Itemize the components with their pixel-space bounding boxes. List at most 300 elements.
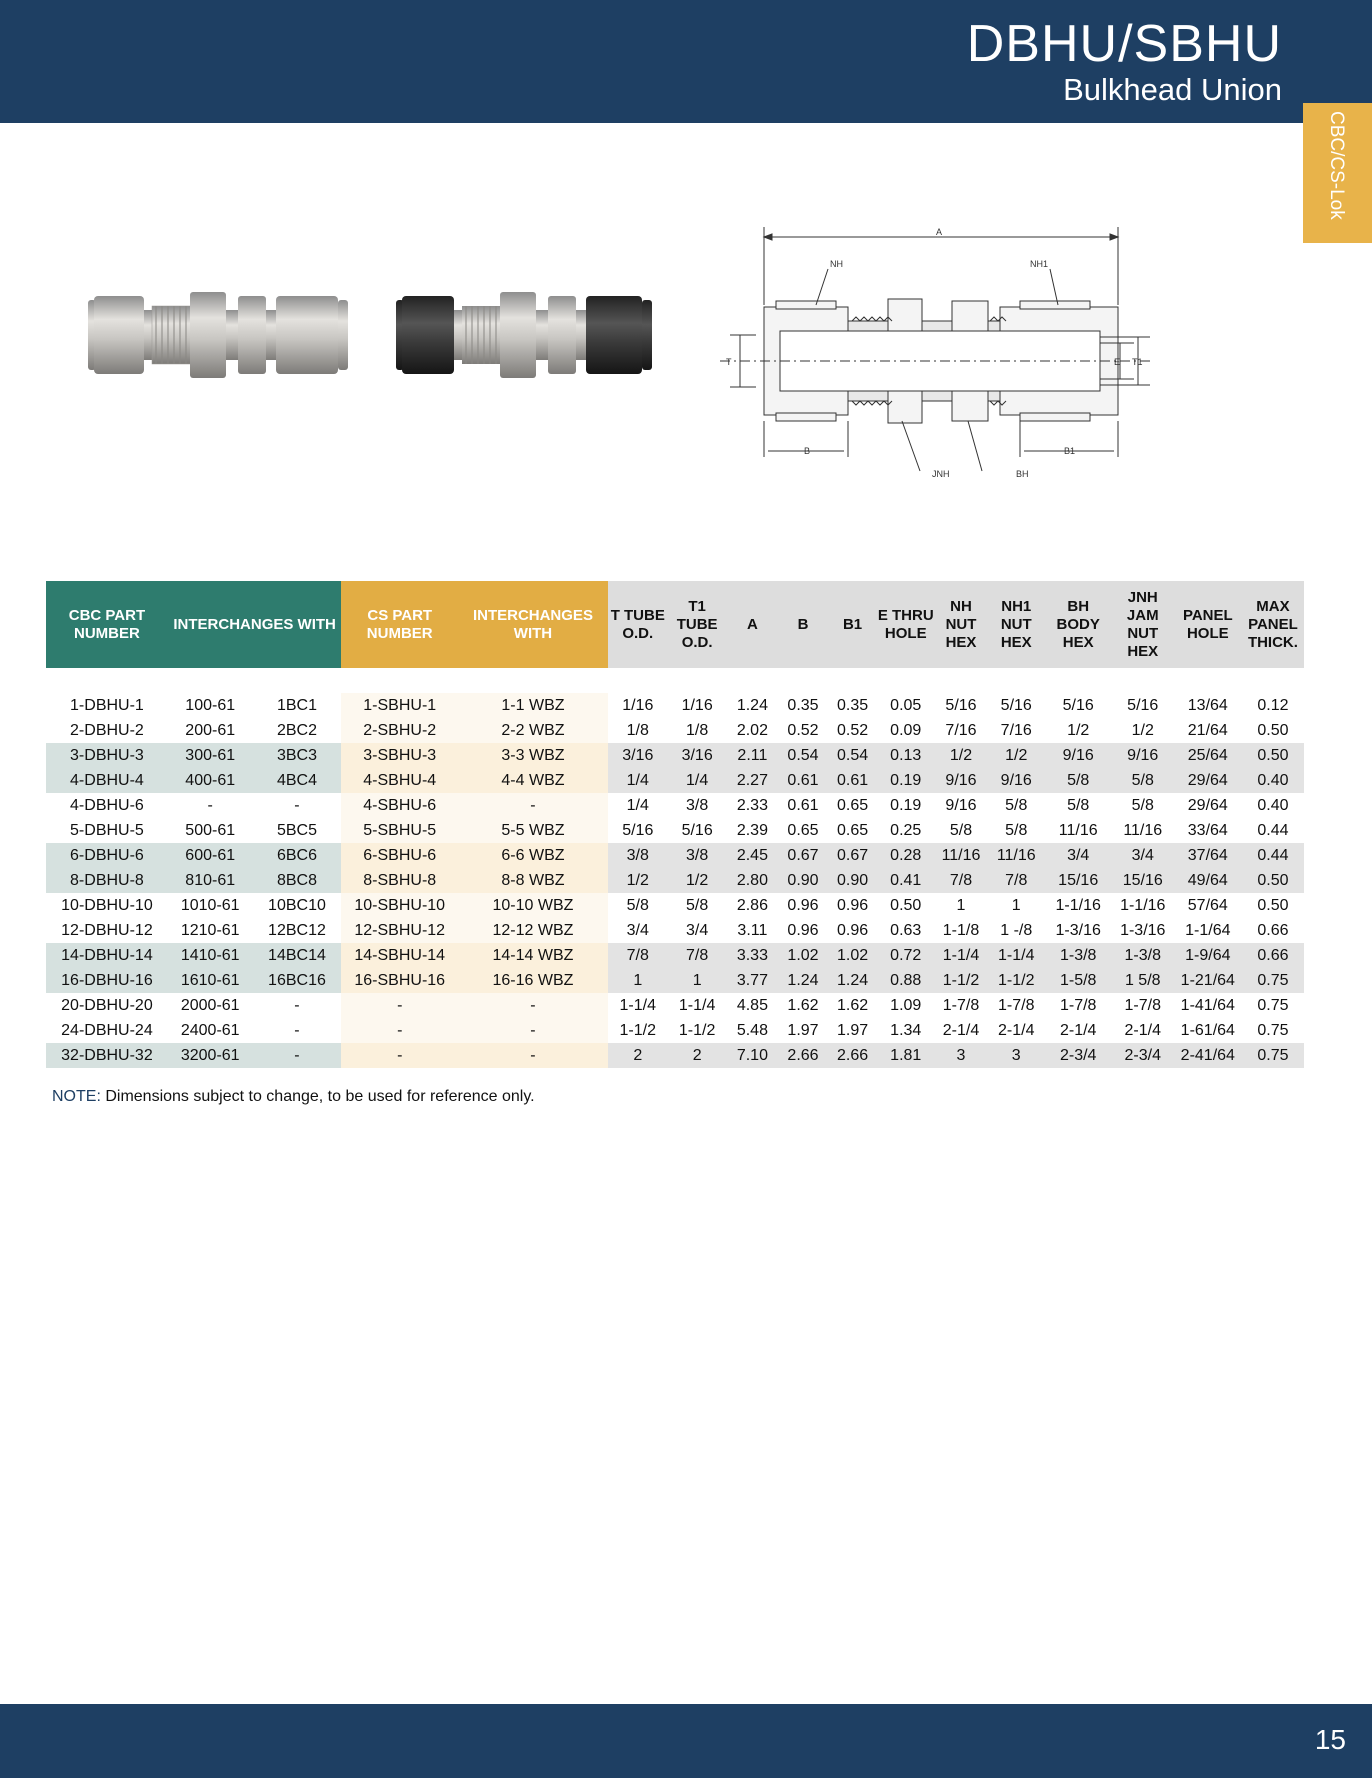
table-cell: 8-8 WBZ [458, 868, 608, 893]
table-cell: 7/8 [988, 868, 1045, 893]
table-row [46, 893, 1304, 918]
table-cell: 3BC3 [253, 743, 342, 768]
table-cell: 0.90 [778, 868, 828, 893]
table-cell: 1.34 [890, 1021, 922, 1039]
table-cell: 1 [608, 968, 668, 993]
table-cell: - [341, 993, 458, 1018]
table-cell: 2-1/4 [1124, 1021, 1161, 1039]
table-row [46, 768, 1304, 793]
table-cell: 2 [668, 1043, 727, 1068]
table-cell: 1.24 [778, 968, 828, 993]
table-cell: 4-DBHU-6 [70, 796, 144, 814]
page-number: 15 [1314, 1724, 1346, 1755]
table-cell: 7/8 [608, 943, 668, 968]
table-cell: 0.19 [877, 768, 934, 793]
table-cell: 11/16 [934, 843, 988, 868]
table-cell: 2BC2 [276, 721, 317, 739]
table-cell: - [458, 1018, 608, 1043]
footer-bar [0, 1704, 1372, 1778]
table-cell: 1.62 [787, 996, 819, 1014]
table-row [46, 718, 1304, 743]
table-cell: 0.90 [828, 868, 878, 893]
table-cell: - [253, 1043, 342, 1068]
table-cell: 1-1/4 [619, 996, 656, 1014]
table-cell: 37/64 [1174, 843, 1242, 868]
table-cell: 0.44 [1257, 821, 1289, 839]
header-bar [0, 0, 1372, 123]
table-cell: 5/8 [1005, 821, 1028, 839]
table-cell: 0.66 [1257, 921, 1289, 939]
table-cell: 9/16 [1112, 743, 1174, 768]
table-cell: 0.28 [877, 843, 934, 868]
table-cell: 11/16 [988, 843, 1045, 868]
table-cell: 10BC10 [268, 896, 326, 914]
table-cell: 15/16 [1045, 868, 1112, 893]
table-cell: 0.50 [1257, 896, 1289, 914]
table-cell: 3/4 [686, 921, 709, 939]
table-cell: 1.09 [890, 996, 922, 1014]
table-cell: 0.65 [836, 796, 869, 814]
col-cbc-part: CBC PART NUMBER [46, 581, 168, 668]
table-cell: 0.66 [1242, 943, 1304, 968]
table-row [46, 993, 1304, 1018]
table-cell: 3/4 [626, 921, 649, 939]
table-cell: 5/16 [1000, 696, 1032, 714]
table-cell: 1/4 [608, 768, 668, 793]
col-panel-hole: PANEL HOLE [1174, 581, 1242, 668]
table-cell: 14-SBHU-14 [341, 943, 458, 968]
table-cell: 3-DBHU-3 [46, 743, 168, 768]
table-cell: 1 5/8 [1112, 968, 1174, 993]
table-cell: 1 [1011, 896, 1021, 914]
table-cell: 1-1/16 [1055, 896, 1101, 914]
table-cell: 0.44 [1242, 843, 1304, 868]
table-cell: 1-7/8 [1059, 996, 1097, 1014]
table-cell: 5/16 [1062, 696, 1094, 714]
table-cell: 12BC12 [268, 921, 326, 939]
table-cell: - [458, 993, 608, 1018]
table-cell: 0.65 [836, 821, 869, 839]
footnote [52, 1088, 535, 1106]
table-row [46, 818, 1304, 843]
table-cell: 16-SBHU-16 [341, 968, 458, 993]
table-cell: 2 [608, 1043, 668, 1068]
dimension-table [46, 581, 1304, 1068]
table-cell: 3/8 [608, 843, 668, 868]
table-cell: 1.97 [836, 1021, 869, 1039]
table-cell: 0.63 [890, 921, 922, 939]
table-cell: 500-61 [185, 821, 236, 839]
dim-t1-label: T1 [1132, 357, 1143, 367]
table-cell: 5/8 [1067, 796, 1090, 814]
table-cell: 20-DBHU-20 [61, 996, 153, 1014]
table-cell: 10-SBHU-10 [341, 893, 458, 918]
table-cell: - [294, 796, 300, 814]
table-cell: 0.61 [787, 796, 819, 814]
table-cell: 4-4 WBZ [458, 768, 608, 793]
table-cell: 1.81 [877, 1043, 934, 1068]
table-cell: 14BC14 [253, 943, 342, 968]
table-cell: 2.39 [736, 821, 768, 839]
table-cell: 3-SBHU-3 [341, 743, 458, 768]
table-cell: 1-3/8 [1045, 943, 1112, 968]
table-cell: 5-SBHU-5 [341, 818, 458, 843]
table-cell: 0.09 [890, 721, 922, 739]
table-cell: 0.88 [877, 968, 934, 993]
table-row [46, 868, 1304, 893]
table-cell: 1-1/64 [1185, 921, 1231, 939]
table-cell: 2.80 [727, 868, 779, 893]
table-cell: 2.45 [727, 843, 779, 868]
col-e: E THRU HOLE [877, 581, 934, 668]
table-cell: 3.33 [727, 943, 779, 968]
table-cell: 0.25 [890, 821, 922, 839]
table-cell: 1-1/2 [988, 968, 1045, 993]
table-cell: 1/4 [626, 796, 649, 814]
table-cell: 7/16 [1000, 721, 1032, 739]
table-cell: 0.61 [778, 768, 828, 793]
table-cell: 2400-61 [180, 1021, 240, 1039]
table-cell: 0.05 [890, 696, 922, 714]
table-cell: 4-DBHU-4 [46, 768, 168, 793]
table-cell: 1BC1 [276, 696, 317, 714]
table-cell: 1-3/8 [1112, 943, 1174, 968]
stainless-union-photo [86, 286, 352, 386]
table-cell: 1/8 [686, 721, 709, 739]
table-cell: 2.66 [828, 1043, 878, 1068]
table-cell: 1-1/2 [619, 1021, 656, 1039]
table-cell: 1-1/16 [1120, 896, 1166, 914]
table-cell: - [341, 1018, 458, 1043]
table-cell: 3-3 WBZ [458, 743, 608, 768]
table-cell: 1-DBHU-1 [70, 696, 144, 714]
table-cell: 10-10 WBZ [458, 893, 608, 918]
table-cell: 1010-61 [180, 896, 240, 914]
table-cell: 0.40 [1257, 796, 1289, 814]
table-cell: 15/16 [1112, 868, 1174, 893]
table-cell: 0.75 [1257, 996, 1289, 1014]
table-cell: 0.35 [787, 696, 819, 714]
section-tab-label: CBC/CS-Lok [1326, 111, 1347, 220]
table-cell: 3/8 [668, 843, 727, 868]
table-cell: 1.24 [828, 968, 878, 993]
col-nh1: NH1 NUT HEX [988, 581, 1045, 668]
table-cell: 16-16 WBZ [458, 968, 608, 993]
table-row [46, 943, 1304, 968]
table-cell: 2.33 [736, 796, 768, 814]
table-cell: 0.67 [778, 843, 828, 868]
table-row [46, 968, 1304, 993]
table-cell: 2-41/64 [1174, 1043, 1242, 1068]
table-cell: 5/8 [626, 896, 649, 914]
dim-b1-label: B1 [1064, 446, 1076, 456]
table-cell: 0.96 [787, 921, 819, 939]
table-cell: 2.66 [778, 1043, 828, 1068]
table-cell: 29/64 [1174, 768, 1242, 793]
table-cell: 0.50 [1242, 743, 1304, 768]
table-cell: 8-DBHU-8 [46, 868, 168, 893]
table-cell: 13/64 [1187, 696, 1228, 714]
table-cell: 0.65 [787, 821, 819, 839]
table-row [46, 743, 1304, 768]
table-cell: 9/16 [988, 768, 1045, 793]
table-cell: 1.62 [836, 996, 869, 1014]
table-row [46, 843, 1304, 868]
table-cell: 1.97 [787, 1021, 819, 1039]
dim-e-label: E [1114, 357, 1121, 367]
table-cell: 0.54 [778, 743, 828, 768]
table-cell: 10-DBHU-10 [61, 896, 153, 914]
table-cell: 5/8 [949, 821, 973, 839]
dim-nh1-label: NH1 [1030, 259, 1049, 269]
table-cell: - [458, 1043, 608, 1068]
table-cell: 8-SBHU-8 [341, 868, 458, 893]
note-text: Dimensions subject to change, to be used for reference only. [100, 1088, 535, 1105]
page-subtitle: Bulkhead Union [1063, 72, 1282, 107]
col-bh: BH BODY HEX [1045, 581, 1112, 668]
table-cell: 3 [934, 1043, 988, 1068]
table-cell: 1-3/16 [1055, 921, 1101, 939]
table-row [46, 1018, 1304, 1043]
table-cell: 1-41/64 [1180, 996, 1235, 1014]
table-cell: 0.52 [787, 721, 819, 739]
table-cell: 12-12 WBZ [458, 918, 608, 943]
col-t: T TUBE O.D. [608, 581, 668, 668]
table-cell: 3/8 [686, 796, 709, 814]
table-cell: 3/4 [1112, 843, 1174, 868]
table-cell: 1.02 [778, 943, 828, 968]
table-row [46, 918, 1304, 943]
table-cell: 7/8 [934, 868, 988, 893]
table-cell: 2-1/4 [1059, 1021, 1097, 1039]
table-cell: 2.02 [736, 721, 768, 739]
table-cell: 9/16 [934, 768, 988, 793]
dim-nh-label: NH [830, 259, 843, 269]
table-cell: 5/16 [622, 821, 654, 839]
table-cell: 5/8 [1005, 796, 1028, 814]
table-cell: 1-61/64 [1180, 1021, 1235, 1039]
table-cell: 0.50 [1242, 868, 1304, 893]
table-cell: 0.52 [836, 721, 869, 739]
table-cell: 5/8 [1045, 768, 1112, 793]
table-cell: 0.96 [836, 896, 869, 914]
table-cell: 12-DBHU-12 [61, 921, 153, 939]
table-cell: 2-DBHU-2 [70, 721, 144, 739]
table-cell: 7/16 [945, 721, 977, 739]
table-cell: 0.54 [828, 743, 878, 768]
table-cell: 16-DBHU-16 [46, 968, 168, 993]
table-cell: 0.50 [1257, 721, 1289, 739]
table-cell: 57/64 [1187, 896, 1228, 914]
table-cell: 5/16 [681, 821, 713, 839]
table-cell: - [294, 996, 300, 1014]
table-cell: 0.35 [836, 696, 869, 714]
table-cell: 1/4 [668, 768, 727, 793]
table-cell: 29/64 [1187, 796, 1228, 814]
table-cell: 2.11 [727, 743, 779, 768]
table-cell: 1 -/8 [1000, 921, 1033, 939]
table-cell: 1-7/8 [1124, 996, 1161, 1014]
table-cell: 3/16 [668, 743, 727, 768]
table-cell: 300-61 [168, 743, 253, 768]
table-cell: 6BC6 [253, 843, 342, 868]
table-cell: 3.77 [727, 968, 779, 993]
table-cell: 4-SBHU-6 [341, 793, 458, 818]
col-a: A [727, 581, 779, 668]
table-cell: 1-5/8 [1045, 968, 1112, 993]
table-cell: 2-2 WBZ [458, 718, 608, 743]
table-row [46, 693, 1304, 718]
table-cell: 1/2 [668, 868, 727, 893]
table-cell: 3/16 [608, 743, 668, 768]
table-cell: 600-61 [168, 843, 253, 868]
table-cell: 1/2 [1067, 721, 1090, 739]
table-cell: 1/2 [1131, 721, 1154, 739]
table-cell: 100-61 [185, 696, 236, 714]
section-tab[interactable] [1303, 103, 1372, 243]
table-cell: 0.75 [1242, 1043, 1304, 1068]
table-cell: 0.72 [877, 943, 934, 968]
table-cell: 1-7/8 [998, 996, 1035, 1014]
table-cell: 200-61 [185, 721, 236, 739]
table-cell: 2-1/4 [942, 1021, 980, 1039]
table-cell: - [458, 793, 608, 818]
table-cell: 0.19 [890, 796, 922, 814]
table-cell: 3/4 [1045, 843, 1112, 868]
table-cell: 2-SBHU-2 [341, 718, 458, 743]
col-t1: T1 TUBE O.D. [668, 581, 727, 668]
table-cell: 0.96 [787, 896, 819, 914]
table-cell: 1/2 [934, 743, 988, 768]
table-cell: 0.75 [1242, 968, 1304, 993]
table-cell: 2000-61 [180, 996, 240, 1014]
col-cs-part: CS PART NUMBER [341, 581, 458, 668]
table-cell: 1-1 WBZ [458, 693, 608, 718]
table-cell: 0.67 [828, 843, 878, 868]
table-cell: 1-3/16 [1120, 921, 1166, 939]
table-cell: 1.24 [736, 696, 768, 714]
table-cell: 7/8 [668, 943, 727, 968]
table-cell: 6-DBHU-6 [46, 843, 168, 868]
table-cell: 33/64 [1187, 821, 1228, 839]
table-cell: 1-1/2 [678, 1021, 716, 1039]
table-cell: - [341, 1043, 458, 1068]
col-jnh: JNH JAM NUT HEX [1112, 581, 1174, 668]
page-title: DBHU/SBHU [966, 15, 1282, 73]
table-cell: 14-DBHU-14 [46, 943, 168, 968]
table-cell: 2.27 [727, 768, 779, 793]
table-cell: 24-DBHU-24 [61, 1021, 153, 1039]
table-row [46, 793, 1304, 818]
table-cell: 4-SBHU-4 [341, 768, 458, 793]
col-cbc-interchanges: INTERCHANGES WITH [168, 581, 342, 668]
table-cell: 1-7/8 [942, 996, 980, 1014]
table-cell: 2-3/4 [1045, 1043, 1112, 1068]
table-cell: - [294, 1021, 300, 1039]
dim-bh-label: BH [1016, 469, 1029, 479]
table-cell: 810-61 [168, 868, 253, 893]
table-cell: 11/16 [1058, 821, 1098, 839]
table-cell: 1-1/8 [942, 921, 980, 939]
table-cell: 4BC4 [253, 768, 342, 793]
table-cell: 25/64 [1174, 743, 1242, 768]
table-cell: 1410-61 [168, 943, 253, 968]
table-cell: 0.61 [828, 768, 878, 793]
dim-b-label: B [804, 446, 811, 456]
table-cell: 1 [668, 968, 727, 993]
table-cell: 5-5 WBZ [458, 818, 608, 843]
table-cell: 0.96 [836, 921, 869, 939]
table-cell: 14-14 WBZ [458, 943, 608, 968]
table-cell: - [207, 796, 213, 814]
dim-a-label: A [936, 227, 943, 237]
table-cell: 4.85 [736, 996, 768, 1014]
table-cell: 1-1/4 [988, 943, 1045, 968]
table-cell: 0.12 [1257, 696, 1289, 714]
dim-t-label: T [726, 357, 732, 367]
table-cell: 1/8 [626, 721, 649, 739]
table-cell: 6-6 WBZ [458, 843, 608, 868]
table-cell: 49/64 [1174, 868, 1242, 893]
table-cell: 12-SBHU-12 [341, 918, 458, 943]
table-cell: 5/16 [1127, 696, 1159, 714]
table-cell: 5/8 [1112, 768, 1174, 793]
coated-union-photo [394, 286, 656, 386]
col-b1: B1 [828, 581, 878, 668]
technical-drawing [720, 225, 1150, 485]
table-cell: 1-1/2 [934, 968, 988, 993]
table-cell: 16BC16 [253, 968, 342, 993]
table-cell: 0.40 [1242, 768, 1304, 793]
table-cell: 1-21/64 [1174, 968, 1242, 993]
table-cell: 1610-61 [168, 968, 253, 993]
col-b: B [778, 581, 828, 668]
col-max-panel: MAX PANEL THICK. [1242, 581, 1304, 668]
table-cell: 5BC5 [276, 821, 317, 839]
table-cell: 3 [988, 1043, 1045, 1068]
table-cell: 0.41 [877, 868, 934, 893]
col-cs-interchanges: INTERCHANGES WITH [458, 581, 608, 668]
table-cell: 1/16 [622, 696, 654, 714]
table-cell: 1-1/4 [934, 943, 988, 968]
table-cell: 1.02 [828, 943, 878, 968]
table-cell: 1-SBHU-1 [341, 693, 458, 718]
table-cell: 0.50 [890, 896, 922, 914]
table-cell: 1210-61 [180, 921, 240, 939]
table-cell: 2.86 [736, 896, 768, 914]
table-cell: 2-1/4 [998, 1021, 1035, 1039]
dim-jnh-label: JNH [932, 469, 950, 479]
table-cell: 1/2 [988, 743, 1045, 768]
table-cell: 21/64 [1187, 721, 1228, 739]
table-cell: 6-SBHU-6 [341, 843, 458, 868]
table-cell: 400-61 [168, 768, 253, 793]
table-cell: 1/16 [681, 696, 713, 714]
table-cell: 1-1/4 [678, 996, 716, 1014]
table-cell: 5/8 [686, 896, 709, 914]
table-cell: 1-9/64 [1174, 943, 1242, 968]
table-cell: 11/16 [1123, 821, 1163, 839]
table-cell: 2-3/4 [1112, 1043, 1174, 1068]
table-cell: 0.13 [877, 743, 934, 768]
table-cell: 5/8 [1131, 796, 1154, 814]
table-cell: 0.75 [1257, 1021, 1289, 1039]
col-nh: NH NUT HEX [934, 581, 988, 668]
table-cell: 3200-61 [168, 1043, 253, 1068]
table-cell: 1 [956, 896, 966, 914]
table-cell: 5/16 [945, 696, 977, 714]
table-cell: 9/16 [945, 796, 977, 814]
